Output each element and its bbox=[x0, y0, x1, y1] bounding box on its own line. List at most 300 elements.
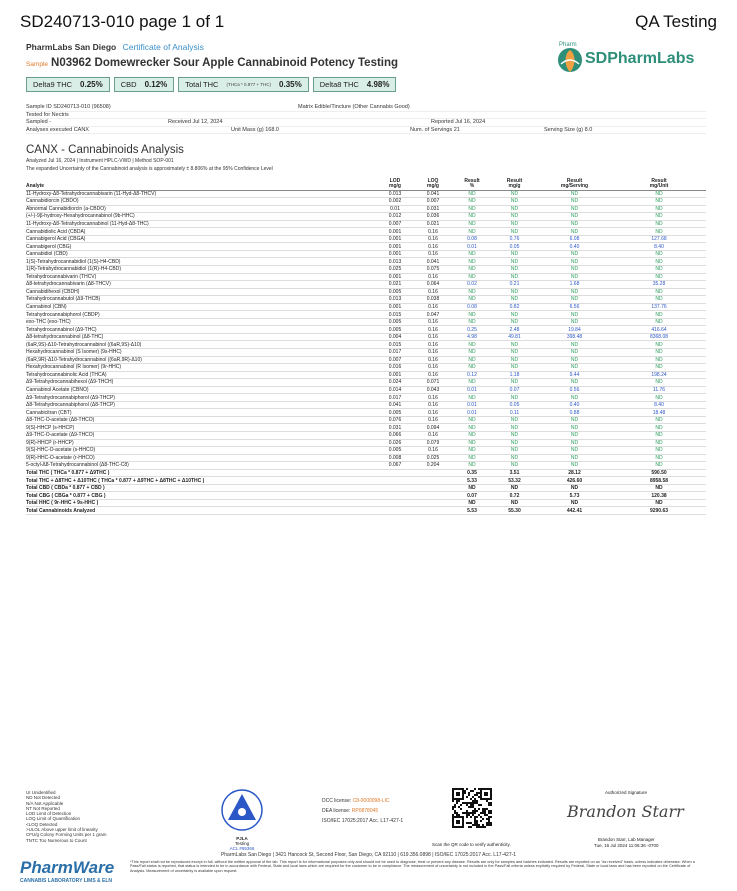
table-row bbox=[26, 348, 706, 356]
value-cell: ND bbox=[452, 499, 492, 507]
coa-label: Certificate of Analysis bbox=[122, 42, 204, 52]
value-cell: 416.64 bbox=[612, 326, 706, 334]
value-cell: 0.001 bbox=[376, 273, 414, 281]
value-cell: ND bbox=[537, 220, 612, 228]
table-row bbox=[26, 462, 706, 470]
value-cell: ND bbox=[492, 258, 537, 266]
value-cell: ND bbox=[537, 341, 612, 349]
value-cell: ND bbox=[612, 311, 706, 319]
value-cell bbox=[414, 477, 452, 485]
value-cell: 0.001 bbox=[376, 235, 414, 243]
pharmware-logo: PharmWare CANNABIS LABORATORY LIMS & ELN bbox=[20, 858, 115, 884]
value-cell: ND bbox=[612, 341, 706, 349]
value-cell bbox=[376, 492, 414, 500]
analyte-cell: exo-THC (exo-THC) bbox=[26, 318, 376, 326]
value-cell: ND bbox=[492, 190, 537, 198]
value-cell: 0.094 bbox=[414, 424, 452, 432]
value-cell: ND bbox=[612, 499, 706, 507]
value-cell: ND bbox=[452, 190, 492, 198]
value-cell: 0.16 bbox=[414, 250, 452, 258]
value-cell: ND bbox=[612, 220, 706, 228]
value-cell: 0.16 bbox=[414, 326, 452, 334]
value-cell: ND bbox=[492, 220, 537, 228]
value-cell: ND bbox=[492, 484, 537, 492]
lab-name: PharmLabs San Diego bbox=[26, 42, 117, 52]
value-cell: 0.017 bbox=[376, 394, 414, 402]
col-result-pct: Result % bbox=[452, 176, 492, 190]
value-cell: 0.041 bbox=[376, 401, 414, 409]
value-cell: ND bbox=[492, 447, 537, 455]
analyte-cell: (6aR,9R)-Δ10-Tetrahydrocannabinol ((6aR,9R)-Δ10) bbox=[26, 356, 376, 364]
value-cell: 0.036 bbox=[414, 213, 452, 221]
value-cell: 9290.63 bbox=[612, 507, 706, 515]
analyte-cell: Cannabidiorcin (CBDO) bbox=[26, 198, 376, 206]
value-cell: 0.16 bbox=[414, 394, 452, 402]
value-cell: ND bbox=[452, 439, 492, 447]
value-cell: 0.038 bbox=[414, 296, 452, 304]
value-cell: 0.014 bbox=[376, 386, 414, 394]
value-cell: ND bbox=[452, 379, 492, 387]
value-cell: 0.16 bbox=[414, 371, 452, 379]
qa-testing-label: QA Testing bbox=[635, 12, 717, 31]
value-cell: ND bbox=[492, 394, 537, 402]
value-cell: 8368.08 bbox=[612, 333, 706, 341]
servings: Num. of Servings 21 bbox=[410, 126, 460, 133]
results-table bbox=[26, 176, 706, 515]
analyte-cell: Δ9-Tetrahydrocannabihexol (Δ9-THCH) bbox=[26, 379, 376, 387]
value-cell: 0.001 bbox=[376, 303, 414, 311]
value-cell: ND bbox=[452, 213, 492, 221]
value-cell: 0.07 bbox=[452, 492, 492, 500]
analyte-cell: Total CBG ( CBGa * 0.877 + CBG ) bbox=[26, 492, 376, 500]
value-cell: ND bbox=[612, 273, 706, 281]
value-cell: 8.40 bbox=[612, 243, 706, 251]
analyte-cell: Abnormal Cannabidiorcin (a-CBDO) bbox=[26, 205, 376, 213]
value-cell: 0.05 bbox=[492, 243, 537, 251]
analyte-cell: Δ9-THC-O-acetate (Δ9-THCO) bbox=[26, 432, 376, 440]
analyte-cell: (+/-)-9β-hydroxy-Hexahydrocannabinol (9b-HHC) bbox=[26, 213, 376, 221]
value-cell: ND bbox=[537, 311, 612, 319]
table-row bbox=[26, 326, 706, 334]
value-cell: 0.16 bbox=[414, 273, 452, 281]
value-cell: 0.16 bbox=[414, 288, 452, 296]
value-cell: 0.015 bbox=[376, 311, 414, 319]
value-cell: 0.01 bbox=[452, 386, 492, 394]
value-cell: ND bbox=[492, 432, 537, 440]
product-line bbox=[26, 57, 398, 69]
analyte-cell: Δ9-Tetrahydrocannabiphorol (Δ9-THCP) bbox=[26, 394, 376, 402]
value-cell: ND bbox=[612, 348, 706, 356]
badge-delta9: Delta9 THC 0.25% bbox=[26, 77, 110, 92]
table-row bbox=[26, 288, 706, 296]
value-cell: ND bbox=[537, 213, 612, 221]
value-cell: 2.48 bbox=[492, 326, 537, 334]
col-result-mgg: Result mg/g bbox=[492, 176, 537, 190]
product-title: N03962 Domewrecker Sour Apple Cannabinoid Potency Testing bbox=[51, 57, 399, 69]
value-cell: 0.071 bbox=[414, 379, 452, 387]
value-cell: 0.013 bbox=[376, 296, 414, 304]
value-cell bbox=[376, 469, 414, 477]
value-cell: 0.001 bbox=[376, 243, 414, 251]
sample-meta bbox=[26, 104, 706, 134]
table-row bbox=[26, 356, 706, 364]
analyte-cell: 11-Hydroxy-Δ8-Tetrahydrocannabivarin (11-Hyd-Δ8-THCV) bbox=[26, 190, 376, 198]
abbreviation-legend: UI Unidentified ND Not Detected N/A Not Applicable NT Not Reported LOD Limit of Detection LOQ Limit of Quantification <LOQ Detected >ULOL Above upper limit of linearity CFU/g Colony Forming Units per 1 gram TNTC Too Numerous to Count bbox=[26, 790, 107, 843]
value-cell: 0.013 bbox=[376, 258, 414, 266]
table-row bbox=[26, 273, 706, 281]
value-cell: 590.50 bbox=[612, 469, 706, 477]
value-cell: 0.005 bbox=[376, 447, 414, 455]
value-cell: 0.025 bbox=[376, 265, 414, 273]
value-cell: ND bbox=[612, 394, 706, 402]
value-cell: ND bbox=[537, 416, 612, 424]
table-row bbox=[26, 416, 706, 424]
analyzed-line: Analyzed Jul 16, 2024 | Instrument HPLC-VWD | Method SOP-001 bbox=[26, 158, 174, 164]
table-header bbox=[26, 176, 706, 190]
value-cell: 0.041 bbox=[414, 190, 452, 198]
tested-for: Tested for Nectris bbox=[26, 111, 69, 118]
total-row bbox=[26, 469, 706, 477]
analyte-cell: Δ8-THC-O-acetate (Δ8-THCO) bbox=[26, 416, 376, 424]
table-row bbox=[26, 379, 706, 387]
value-cell: ND bbox=[452, 273, 492, 281]
analyte-cell: Cannabigerol Acid (CBGA) bbox=[26, 235, 376, 243]
value-cell bbox=[376, 499, 414, 507]
value-cell: ND bbox=[537, 447, 612, 455]
sdpharmlabs-logo bbox=[555, 42, 715, 76]
value-cell: ND bbox=[612, 379, 706, 387]
value-cell: ND bbox=[492, 228, 537, 236]
analyte-cell: Total Cannabinoids Analyzed bbox=[26, 507, 376, 515]
table-row bbox=[26, 394, 706, 402]
value-cell: 0.82 bbox=[492, 303, 537, 311]
value-cell: 0.031 bbox=[376, 424, 414, 432]
value-cell: 0.21 bbox=[492, 281, 537, 289]
value-cell: 0.88 bbox=[537, 409, 612, 417]
table-row bbox=[26, 220, 706, 228]
table-row bbox=[26, 409, 706, 417]
analyte-cell: Cannabinol Acetate (CBNO) bbox=[26, 386, 376, 394]
analyte-cell: Total HHC ( 9r-HHC + 9s-HHC ) bbox=[26, 499, 376, 507]
value-cell: ND bbox=[537, 198, 612, 206]
value-cell: 0.16 bbox=[414, 243, 452, 251]
value-cell: 0.16 bbox=[414, 303, 452, 311]
value-cell: 19.84 bbox=[537, 326, 612, 334]
analyte-cell: Cannabicitran (CBT) bbox=[26, 409, 376, 417]
value-cell: 55.30 bbox=[492, 507, 537, 515]
value-cell: ND bbox=[492, 205, 537, 213]
table-row bbox=[26, 303, 706, 311]
section-title: CANX - Cannabinoids Analysis bbox=[26, 144, 184, 156]
value-cell: ND bbox=[612, 190, 706, 198]
matrix: Matrix Edible/Tincture (Other Cannabis Good) bbox=[298, 104, 410, 110]
table-row bbox=[26, 311, 706, 319]
value-cell: ND bbox=[537, 250, 612, 258]
table-row bbox=[26, 386, 706, 394]
value-cell: 0.043 bbox=[414, 386, 452, 394]
value-cell: ND bbox=[537, 424, 612, 432]
value-cell: 1.18 bbox=[492, 371, 537, 379]
value-cell: ND bbox=[452, 228, 492, 236]
value-cell: 0.016 bbox=[376, 364, 414, 372]
signature-label: Authorized Signature bbox=[605, 790, 648, 795]
value-cell: ND bbox=[452, 462, 492, 470]
value-cell: 5.33 bbox=[452, 477, 492, 485]
value-cell: 0.001 bbox=[376, 250, 414, 258]
col-result-serving: Result mg/Serving bbox=[537, 176, 612, 190]
value-cell: 0.40 bbox=[537, 243, 612, 251]
table-row bbox=[26, 265, 706, 273]
value-cell bbox=[376, 477, 414, 485]
value-cell: 0.004 bbox=[376, 333, 414, 341]
value-cell: 0.007 bbox=[414, 198, 452, 206]
value-cell: 0.16 bbox=[414, 235, 452, 243]
value-cell: ND bbox=[537, 432, 612, 440]
value-cell: 0.005 bbox=[376, 318, 414, 326]
value-cell: ND bbox=[452, 424, 492, 432]
value-cell: ND bbox=[492, 213, 537, 221]
value-cell: 0.025 bbox=[414, 454, 452, 462]
table-row bbox=[26, 198, 706, 206]
table-row bbox=[26, 296, 706, 304]
value-cell: ND bbox=[537, 288, 612, 296]
col-analyte: Analyte bbox=[26, 176, 376, 190]
value-cell: 0.024 bbox=[376, 379, 414, 387]
value-cell: ND bbox=[492, 364, 537, 372]
value-cell: 0.16 bbox=[414, 333, 452, 341]
value-cell: ND bbox=[612, 432, 706, 440]
value-cell: 0.066 bbox=[376, 432, 414, 440]
analyte-cell: 5-octyl-Δ8-Tetrahydrocannabinol (Δ8-THC-C8) bbox=[26, 462, 376, 470]
value-cell: ND bbox=[492, 462, 537, 470]
value-cell: 6.56 bbox=[537, 303, 612, 311]
col-lod: LOD mg/g bbox=[376, 176, 414, 190]
serving-size: Serving Size (g) 8.0 bbox=[544, 126, 593, 133]
analyte-cell: 9(S)-HHC-O-acetate (s-HHCO) bbox=[26, 447, 376, 455]
analyte-cell: 1(S)-Tetrahydrocannabidiol (1(S)-H4-CBD) bbox=[26, 258, 376, 266]
value-cell: ND bbox=[452, 364, 492, 372]
value-cell: ND bbox=[452, 416, 492, 424]
value-cell: 5.73 bbox=[537, 492, 612, 500]
value-cell: ND bbox=[612, 250, 706, 258]
value-cell: 0.047 bbox=[414, 311, 452, 319]
table-row bbox=[26, 243, 706, 251]
value-cell: 0.16 bbox=[414, 364, 452, 372]
value-cell: ND bbox=[612, 424, 706, 432]
analyte-cell: Tetrahydrocannabutol (Δ9-THCB) bbox=[26, 296, 376, 304]
value-cell: ND bbox=[452, 432, 492, 440]
value-cell: 0.075 bbox=[414, 265, 452, 273]
analyte-cell: Δ8-Tetrahydrocannabiphorol (Δ8-THCP) bbox=[26, 401, 376, 409]
value-cell: ND bbox=[612, 265, 706, 273]
footer-address: PharmLabs San Diego | 3421 Hancock St, Second Floor, San Diego, CA 92110 | 619.356.0898 | ISO/IEC 17025:2017 Acc. L17-427-1 bbox=[220, 852, 517, 858]
analyte-cell: Tetrahydrocannabinolic Acid (THCA) bbox=[26, 371, 376, 379]
value-cell: 198.24 bbox=[612, 371, 706, 379]
value-cell: 0.008 bbox=[376, 454, 414, 462]
value-cell: 0.56 bbox=[537, 386, 612, 394]
value-cell: ND bbox=[537, 273, 612, 281]
value-cell: ND bbox=[492, 439, 537, 447]
value-cell: ND bbox=[452, 348, 492, 356]
table-row bbox=[26, 447, 706, 455]
table-row bbox=[26, 432, 706, 440]
analyte-cell: Total CBD ( CBDa * 0.877 + CBD ) bbox=[26, 484, 376, 492]
value-cell: ND bbox=[452, 250, 492, 258]
badge-cbd: CBD 0.12% bbox=[114, 77, 175, 92]
value-cell bbox=[376, 507, 414, 515]
value-cell: 0.017 bbox=[376, 348, 414, 356]
value-cell: ND bbox=[537, 205, 612, 213]
value-cell: 0.01 bbox=[452, 409, 492, 417]
logo-name: SDPharmLabs bbox=[585, 50, 695, 67]
signature-script: Brandon Starr bbox=[567, 802, 684, 821]
value-cell: ND bbox=[492, 379, 537, 387]
licenses: DCC license: C8-0000098-LIC DEA license: RP0878045 ISO/IEC 17025:2017 Acc. L17-427-1 bbox=[322, 798, 404, 824]
value-cell bbox=[414, 484, 452, 492]
value-cell: ND bbox=[537, 296, 612, 304]
badge-delta8: Delta8 THC 4.98% bbox=[313, 77, 397, 92]
value-cell: ND bbox=[612, 318, 706, 326]
analyte-cell: Total THC ( THCa * 0.877 + Δ9THC ) bbox=[26, 469, 376, 477]
value-cell: 0.35 bbox=[452, 469, 492, 477]
col-loq: LOQ mg/g bbox=[414, 176, 452, 190]
value-cell: 0.16 bbox=[414, 447, 452, 455]
value-cell: 0.01 bbox=[376, 205, 414, 213]
value-cell: 0.067 bbox=[376, 462, 414, 470]
value-cell: ND bbox=[492, 356, 537, 364]
table-row bbox=[26, 424, 706, 432]
value-cell: ND bbox=[452, 288, 492, 296]
value-cell: ND bbox=[612, 296, 706, 304]
value-cell: ND bbox=[492, 341, 537, 349]
value-cell: 11.76 bbox=[612, 386, 706, 394]
value-cell: 0.40 bbox=[537, 401, 612, 409]
value-cell: ND bbox=[452, 265, 492, 273]
analyte-cell: Cannabidiolic Acid (CBDA) bbox=[26, 228, 376, 236]
value-cell: ND bbox=[452, 318, 492, 326]
value-cell: ND bbox=[537, 439, 612, 447]
total-row bbox=[26, 492, 706, 500]
table-row bbox=[26, 258, 706, 266]
table-row bbox=[26, 439, 706, 447]
value-cell: ND bbox=[612, 205, 706, 213]
value-cell: ND bbox=[452, 454, 492, 462]
value-cell: ND bbox=[612, 258, 706, 266]
table-row bbox=[26, 190, 706, 198]
table-row bbox=[26, 235, 706, 243]
value-cell: 0.007 bbox=[376, 356, 414, 364]
value-cell: ND bbox=[492, 348, 537, 356]
table-row bbox=[26, 364, 706, 372]
value-cell: ND bbox=[452, 447, 492, 455]
analyte-cell: Tetrahydrocannabinol (Δ9-THC) bbox=[26, 326, 376, 334]
value-cell: 0.76 bbox=[492, 235, 537, 243]
sampled: Sampled - bbox=[26, 119, 52, 125]
value-cell bbox=[414, 492, 452, 500]
pjla-accreditation-icon bbox=[218, 786, 266, 834]
value-cell: 8958.58 bbox=[612, 477, 706, 485]
value-cell: 426.60 bbox=[537, 477, 612, 485]
table-row bbox=[26, 205, 706, 213]
value-cell: ND bbox=[537, 454, 612, 462]
value-cell: ND bbox=[537, 394, 612, 402]
value-cell: ND bbox=[537, 228, 612, 236]
value-cell: 0.16 bbox=[414, 348, 452, 356]
qr-code-icon[interactable] bbox=[452, 788, 492, 828]
value-cell: 49.81 bbox=[492, 333, 537, 341]
table-row bbox=[26, 371, 706, 379]
value-cell: 9.44 bbox=[537, 371, 612, 379]
value-cell: 53.32 bbox=[492, 477, 537, 485]
value-cell: ND bbox=[492, 265, 537, 273]
pjla-label: PJLA Testing ACL #95366 bbox=[229, 836, 255, 851]
value-cell: ND bbox=[537, 499, 612, 507]
analyte-cell: 9(S)-HHCP (s-HHCP) bbox=[26, 424, 376, 432]
value-cell: 0.16 bbox=[414, 356, 452, 364]
analyte-cell: Tetrahydrocannabivarin (THCV) bbox=[26, 273, 376, 281]
value-cell: 0.013 bbox=[376, 190, 414, 198]
value-cell: ND bbox=[452, 220, 492, 228]
value-cell: ND bbox=[492, 288, 537, 296]
value-cell: 0.16 bbox=[414, 341, 452, 349]
value-cell: ND bbox=[452, 356, 492, 364]
reported: Reported Jul 16, 2024 bbox=[431, 119, 486, 125]
value-cell: 0.005 bbox=[376, 326, 414, 334]
col-result-unit: Result mg/Unit bbox=[612, 176, 706, 190]
analyte-cell: 9(R)-HHC-O-acetate (r-HHCO) bbox=[26, 454, 376, 462]
value-cell bbox=[414, 469, 452, 477]
value-cell: 4.98 bbox=[452, 333, 492, 341]
received: Received Jul 12, 2024 bbox=[168, 119, 223, 125]
value-cell: 0.11 bbox=[492, 409, 537, 417]
value-cell: 0.16 bbox=[414, 401, 452, 409]
value-cell: 0.005 bbox=[376, 409, 414, 417]
table-row bbox=[26, 250, 706, 258]
table-row bbox=[26, 318, 706, 326]
value-cell bbox=[414, 507, 452, 515]
value-cell: 0.031 bbox=[414, 205, 452, 213]
value-cell: 0.021 bbox=[414, 220, 452, 228]
value-cell: 3.51 bbox=[492, 469, 537, 477]
analyte-cell: (6aR,9S)-Δ10-Tetrahydrocannabinol ((6aR,9S)-Δ10) bbox=[26, 341, 376, 349]
value-cell: 0.16 bbox=[414, 432, 452, 440]
value-cell: ND bbox=[537, 348, 612, 356]
value-cell: ND bbox=[452, 484, 492, 492]
value-cell: 1.68 bbox=[537, 281, 612, 289]
sample-id: Sample ID SD240713-010 (96508) bbox=[26, 104, 111, 110]
value-cell: 0.08 bbox=[452, 303, 492, 311]
summary-badges bbox=[26, 77, 396, 92]
value-cell: ND bbox=[492, 454, 537, 462]
value-cell: 18.48 bbox=[612, 409, 706, 417]
value-cell bbox=[414, 499, 452, 507]
logo-pre: Pharm bbox=[559, 42, 577, 48]
value-cell: 0.204 bbox=[414, 462, 452, 470]
value-cell: 0.002 bbox=[376, 198, 414, 206]
value-cell: 0.02 bbox=[452, 281, 492, 289]
analyte-cell: Δ8-tetrahydrocannabivarin (Δ8-THCV) bbox=[26, 281, 376, 289]
value-cell: ND bbox=[612, 228, 706, 236]
value-cell: ND bbox=[612, 416, 706, 424]
value-cell: ND bbox=[452, 258, 492, 266]
qr-caption: Scan the QR code to verify authenticity. bbox=[432, 842, 511, 847]
value-cell: 0.005 bbox=[376, 288, 414, 296]
sample-tag: Sample bbox=[26, 61, 49, 68]
value-cell: 120.38 bbox=[612, 492, 706, 500]
value-cell: ND bbox=[537, 318, 612, 326]
table-row bbox=[26, 454, 706, 462]
value-cell: ND bbox=[612, 454, 706, 462]
